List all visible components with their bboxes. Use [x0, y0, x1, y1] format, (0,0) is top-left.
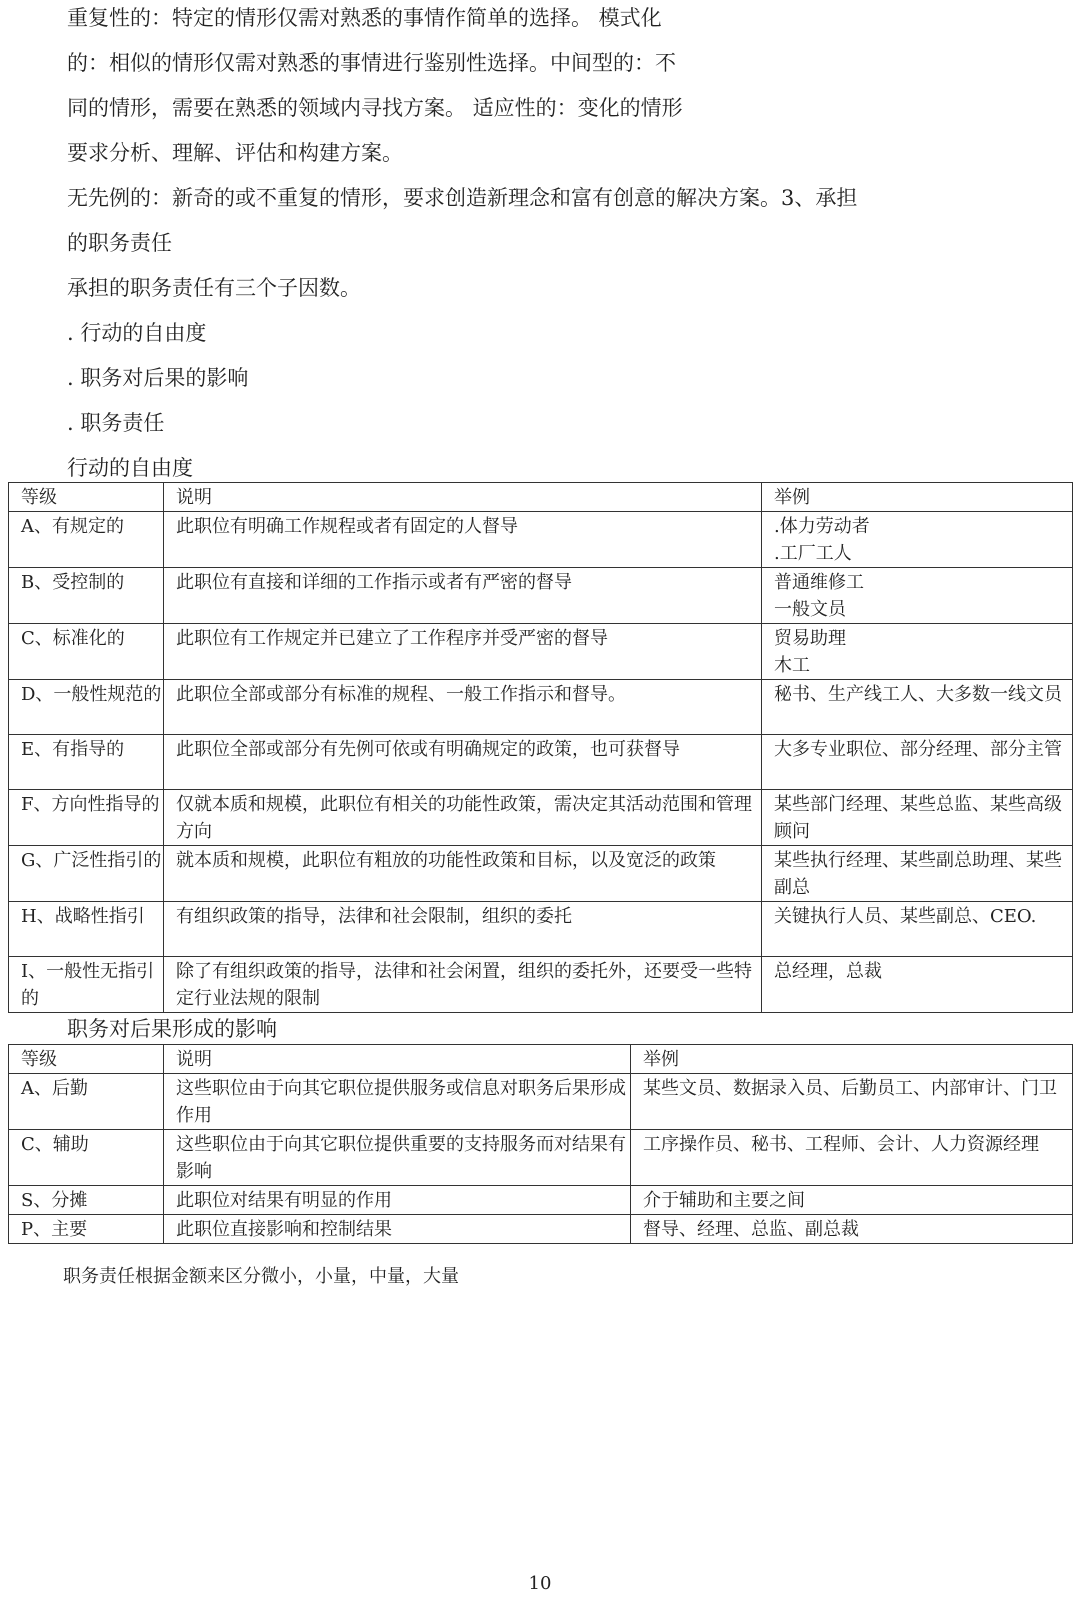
cell-description: 此职位有工作规定并已建立了工作程序并受严密的督导 [164, 624, 762, 680]
paragraph-line: 同的情形，需要在熟悉的领域内寻找方案。 适应性的：变化的情形 [67, 96, 683, 120]
table-row [9, 902, 1073, 957]
paragraph-line: 承担的职务责任有三个子因数。 [67, 276, 361, 300]
table-row [9, 846, 1073, 902]
cell-description: 此职位对结果有明显的作用 [164, 1186, 631, 1215]
table-row [9, 624, 1073, 680]
cell-example: 秘书、生产线工人、大多数一线文员 [762, 680, 1073, 735]
table-row [9, 1186, 1073, 1215]
cell-level: F、方向性指导的 [9, 790, 164, 846]
table-row [9, 568, 1073, 624]
cell-description: 此职位直接影响和控制结果 [164, 1215, 631, 1244]
cell-example [762, 624, 1073, 680]
cell-line: 木工 [774, 655, 810, 676]
cell-level: C、辅助 [9, 1130, 164, 1186]
cell-example: 关键执行人员、某些副总、CEO. [762, 902, 1073, 957]
cell-description: 这些职位由于向其它职位提供重要的支持服务而对结果有影响 [164, 1130, 631, 1186]
table-row [9, 1074, 1073, 1130]
cell-example: 某些部门经理、某些总监、某些高级顾问 [762, 790, 1073, 846]
paragraph-line: 重复性的：特定的情形仅需对熟悉的事情作简单的选择。 模式化 [67, 6, 662, 30]
cell-level: E、有指导的 [9, 735, 164, 790]
cell-description: 此职位有直接和详细的工作指示或者有严密的督导 [164, 568, 762, 624]
impact-table-caption: 职务对后果形成的影响 [67, 1017, 277, 1041]
header-cell-description: 说明 [164, 483, 762, 512]
cell-level: H、战略性指引 [9, 902, 164, 957]
table-row [9, 1130, 1073, 1186]
table-row [9, 1215, 1073, 1244]
cell-level: A、后勤 [9, 1074, 164, 1130]
cell-example: 某些文员、数据录入员、后勤员工、内部审计、门卫 [631, 1074, 1073, 1130]
cell-example: 督导、经理、总监、副总裁 [631, 1215, 1073, 1244]
table-row [9, 512, 1073, 568]
header-cell-example: 举例 [631, 1045, 1073, 1074]
cell-level: G、广泛性指引的 [9, 846, 164, 902]
impact-on-results-table [8, 1044, 1073, 1244]
page-number: 10 [528, 1573, 552, 1594]
table-row [9, 790, 1073, 846]
list-item: . 职务对后果的影响 [67, 366, 249, 390]
cell-description: 除了有组织政策的指导，法律和社会闲置，组织的委托外，还要受一些特定行业法规的限制 [164, 957, 762, 1013]
cell-description: 仅就本质和规模，此职位有相关的功能性政策，需决定其活动范围和管理方向 [164, 790, 762, 846]
cell-line: 一般文员 [774, 599, 846, 620]
table-row [9, 957, 1073, 1013]
cell-description: 就本质和规模，此职位有粗放的功能性政策和目标，以及宽泛的政策 [164, 846, 762, 902]
cell-example: 工序操作员、秘书、工程师、会计、人力资源经理 [631, 1130, 1073, 1186]
paragraph-line: 的：相似的情形仅需对熟悉的事情进行鉴别性选择。中间型的：不 [67, 51, 676, 75]
closing-note: 职务责任根据金额来区分微小，小量，中量，大量 [63, 1266, 459, 1287]
header-cell-level: 等级 [9, 1045, 164, 1074]
list-item: . 职务责任 [67, 411, 165, 435]
cell-description: 此职位全部或部分有标准的规程、一般工作指示和督导。 [164, 680, 762, 735]
cell-level: A、有规定的 [9, 512, 164, 568]
table-row [9, 735, 1073, 790]
paragraph-line: 要求分析、理解、评估和构建方案。 [67, 141, 403, 165]
cell-example [762, 512, 1073, 568]
table-row [9, 680, 1073, 735]
cell-level: P、主要 [9, 1215, 164, 1244]
cell-line: 贸易助理 [774, 628, 846, 649]
cell-example [762, 568, 1073, 624]
header-cell-description: 说明 [164, 1045, 631, 1074]
paragraph-line: 无先例的：新奇的或不重复的情形，要求创造新理念和富有创意的解决方案。3、承担 [67, 186, 858, 210]
cell-example: 介于辅助和主要之间 [631, 1186, 1073, 1215]
cell-description: 此职位有明确工作规程或者有固定的人督导 [164, 512, 762, 568]
cell-description: 有组织政策的指导，法律和社会限制，组织的委托 [164, 902, 762, 957]
freedom-table-body [9, 483, 1073, 1013]
cell-description: 这些职位由于向其它职位提供服务或信息对职务后果形成作用 [164, 1074, 631, 1130]
paragraph-line: 的职务责任 [67, 231, 172, 255]
freedom-of-action-table [8, 482, 1073, 1013]
cell-example: 某些执行经理、某些副总助理、某些副总 [762, 846, 1073, 902]
cell-level: S、分摊 [9, 1186, 164, 1215]
cell-line: 普通维修工 [774, 572, 864, 593]
header-cell-example: 举例 [762, 483, 1073, 512]
cell-level: I、一般性无指引的 [9, 957, 164, 1013]
table-header-row [9, 1045, 1073, 1074]
cell-example: 大多专业职位、部分经理、部分主管 [762, 735, 1073, 790]
cell-line: .工厂工人 [774, 543, 852, 564]
cell-description: 此职位全部或部分有先例可依或有明确规定的政策，也可获督导 [164, 735, 762, 790]
header-cell-level: 等级 [9, 483, 164, 512]
freedom-table-caption: 行动的自由度 [67, 456, 193, 480]
cell-level: C、标准化的 [9, 624, 164, 680]
table-header-row [9, 483, 1073, 512]
cell-level: B、受控制的 [9, 568, 164, 624]
list-item: . 行动的自由度 [67, 321, 207, 345]
cell-line: .体力劳动者 [774, 516, 870, 537]
cell-level: D、一般性规范的 [9, 680, 164, 735]
impact-table-body [9, 1045, 1073, 1244]
cell-example: 总经理，总裁 [762, 957, 1073, 1013]
